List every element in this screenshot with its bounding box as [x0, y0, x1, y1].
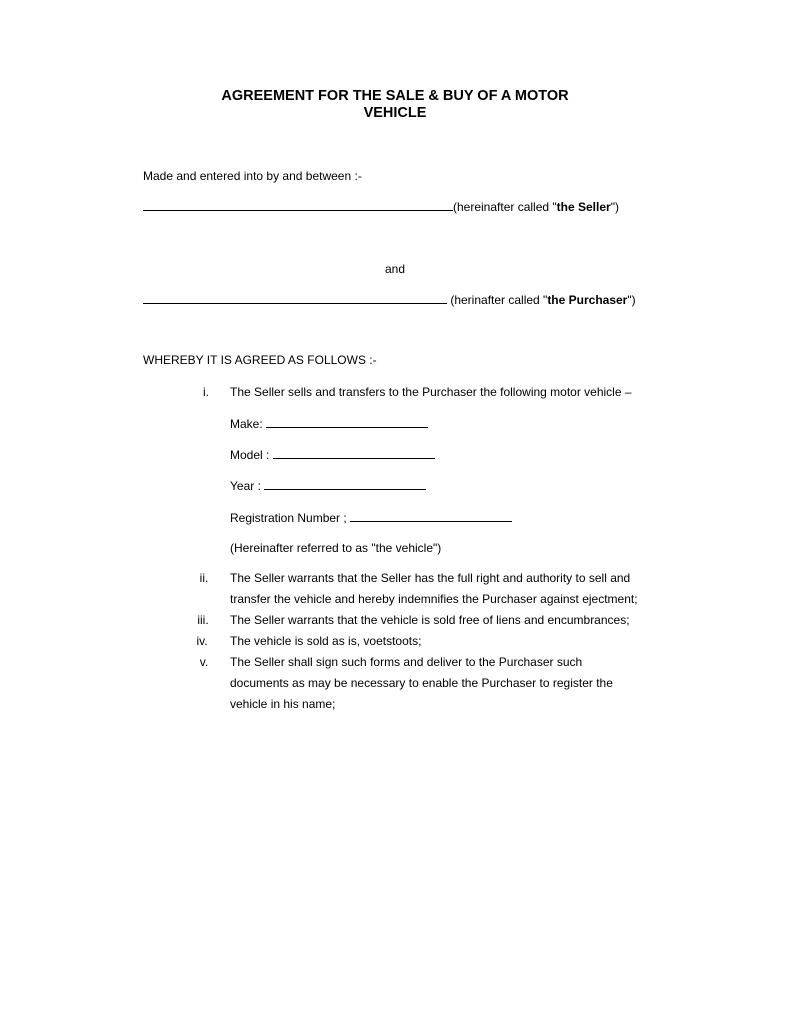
registration-label: Registration Number ; [230, 511, 347, 525]
whereby-heading: WHEREBY IT IS AGREED AS FOLLOWS :- [143, 353, 377, 367]
purchaser-line [143, 292, 636, 308]
clause-2-line-2: transfer the vehicle and hereby indemnifies the Purchaser against ejectment; [230, 592, 638, 606]
model-row [230, 447, 435, 463]
year-row [230, 478, 426, 494]
and-text: and [385, 262, 406, 276]
seller-name-field[interactable] [143, 199, 453, 211]
seller-line [143, 199, 619, 215]
clause-2-line-1: The Seller warrants that the Seller has the full right and authority to sell and [230, 571, 631, 585]
registration-row [230, 510, 512, 526]
clause-2-text [230, 568, 638, 610]
seller-prefix: (hereinafter called " [453, 200, 557, 214]
document-title [0, 88, 790, 122]
year-label: Year : [230, 479, 261, 493]
make-field[interactable] [266, 416, 428, 428]
make-label: Make: [230, 417, 263, 431]
purchaser-prefix: (herinafter called " [447, 293, 548, 307]
model-label: Model : [230, 448, 270, 462]
seller-bold: the Seller [556, 200, 611, 214]
year-field[interactable] [264, 478, 426, 490]
title-line-1: AGREEMENT FOR THE SALE & BUY OF A MOTOR [221, 88, 569, 104]
clause-5-text [230, 652, 613, 715]
clause-number-4: iv. [196, 634, 208, 648]
registration-field[interactable] [350, 510, 512, 522]
title-line-2: VEHICLE [363, 105, 427, 121]
purchaser-name-field[interactable] [143, 292, 447, 304]
clause-3-text: The Seller warrants that the vehicle is sold free of liens and encumbrances; [230, 613, 630, 627]
clause-number-2: ii. [199, 571, 209, 585]
vehicle-reference: (Hereinafter referred to as "the vehicle") [230, 541, 442, 555]
purchaser-bold: the Purchaser [547, 293, 628, 307]
purchaser-suffix: ") [627, 293, 636, 307]
clause-number-3: iii. [197, 613, 209, 627]
clause-number-1: i. [203, 385, 209, 399]
seller-suffix: ") [610, 200, 619, 214]
clause-5-line-1: The Seller shall sign such forms and deliver to the Purchaser such [230, 655, 583, 669]
model-field[interactable] [273, 447, 435, 459]
clause-4-text: The vehicle is sold as is, voetstoots; [230, 634, 422, 648]
clause-5-line-2: documents as may be necessary to enable the Purchaser to register the [230, 676, 613, 690]
intro-text: Made and entered into by and between :- [143, 169, 362, 183]
clause-5-line-3: vehicle in his name; [230, 697, 336, 711]
clause-number-5: v. [199, 655, 209, 669]
clause-1-text: The Seller sells and transfers to the Purchaser the following motor vehicle – [230, 385, 632, 399]
make-row [230, 416, 428, 432]
